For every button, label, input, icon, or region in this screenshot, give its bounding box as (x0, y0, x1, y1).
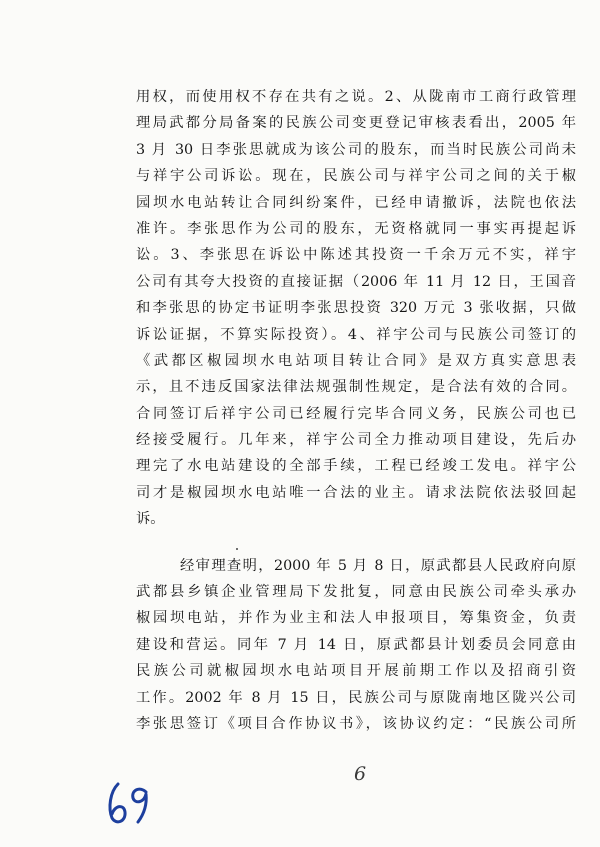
text-line: 合同签订后祥宇公司已经履行完毕合同义务，民族公司也已 (136, 405, 576, 422)
handwritten-page-mark-icon (104, 778, 156, 826)
scan-speck (236, 548, 238, 550)
text-line: 准许。李张思作为公司的股东，无资格就同一事实再提起诉 (136, 220, 576, 237)
text-line: 园坝水电站转让合同纠纷案件，已经申请撤诉，法院也依法 (136, 194, 576, 211)
page-number: 6 (354, 763, 367, 785)
text-line: 理局武都分局备案的民族公司变更登记审核表看出，2005 年 (136, 115, 576, 132)
text-line: 讼。3、李张思在诉讼中陈述其投资一千余万元不实，祥宇 (136, 247, 576, 264)
text-line: 公司有其夸大投资的直接证据（2006 年 11 月 12 日，王国音 (136, 273, 576, 290)
text-line: 建设和营运。同年 7 月 14 日，原武都县计划委员会同意由 (136, 636, 576, 653)
body-text (136, 84, 576, 737)
text-line: 用权，而使用权不存在共有之说。2、从陇南市工商行政管理 (136, 89, 576, 105)
text-line: 李张思签订《项目合作协议书》，该协议约定：“民族公司所 (136, 715, 576, 732)
text-line: 武都县乡镇企业管理局下发批复，同意由民族公司牵头承办 (136, 584, 576, 601)
text-line: 理完了水电站建设的全部手续，工程已经竣工发电。祥宇公 (136, 458, 576, 475)
text-line: 诉。 (136, 511, 165, 528)
text-line: 工作。2002 年 8 月 15 日，民族公司与原陇南地区陇兴公司 (136, 689, 576, 706)
text-line: 和李张思的协定书证明李张思投资 320 万元 3 张收据，只做 (136, 300, 576, 317)
paragraph-2 (136, 553, 576, 738)
text-line: 3 月 30 日李张思就成为该公司的股东，而当时民族公司尚未 (136, 141, 576, 158)
text-line: 诉讼证据，不算实际投资）。4、祥宇公司与民族公司签订的 (136, 326, 576, 343)
text-line: 椒园坝电站，并作为业主和法人申报项目，筹集资金，负责 (136, 610, 576, 627)
paragraph-gap (136, 533, 576, 553)
paragraph-1 (136, 84, 576, 533)
text-line: 经接受履行。几年来，祥宇公司全力推动项目建设，先后办 (136, 432, 576, 449)
text-line: 与祥宇公司诉讼。现在，民族公司与祥宇公司之间的关于椒 (136, 168, 576, 185)
text-line: 司才是椒园坝水电站唯一合法的业主。请求法院依法驳回起 (136, 484, 576, 501)
text-line: 《武都区椒园坝水电站项目转让合同》是双方真实意思表 (136, 352, 576, 369)
text-line: 示，且不违反国家法律法规强制性规定，是合法有效的合同。 (136, 379, 576, 396)
text-line: 经审理查明，2000 年 5 月 8 日，原武都县人民政府向原 (180, 557, 576, 574)
text-line: 民族公司就椒园坝水电站项目开展前期工作以及招商引资 (136, 663, 576, 680)
